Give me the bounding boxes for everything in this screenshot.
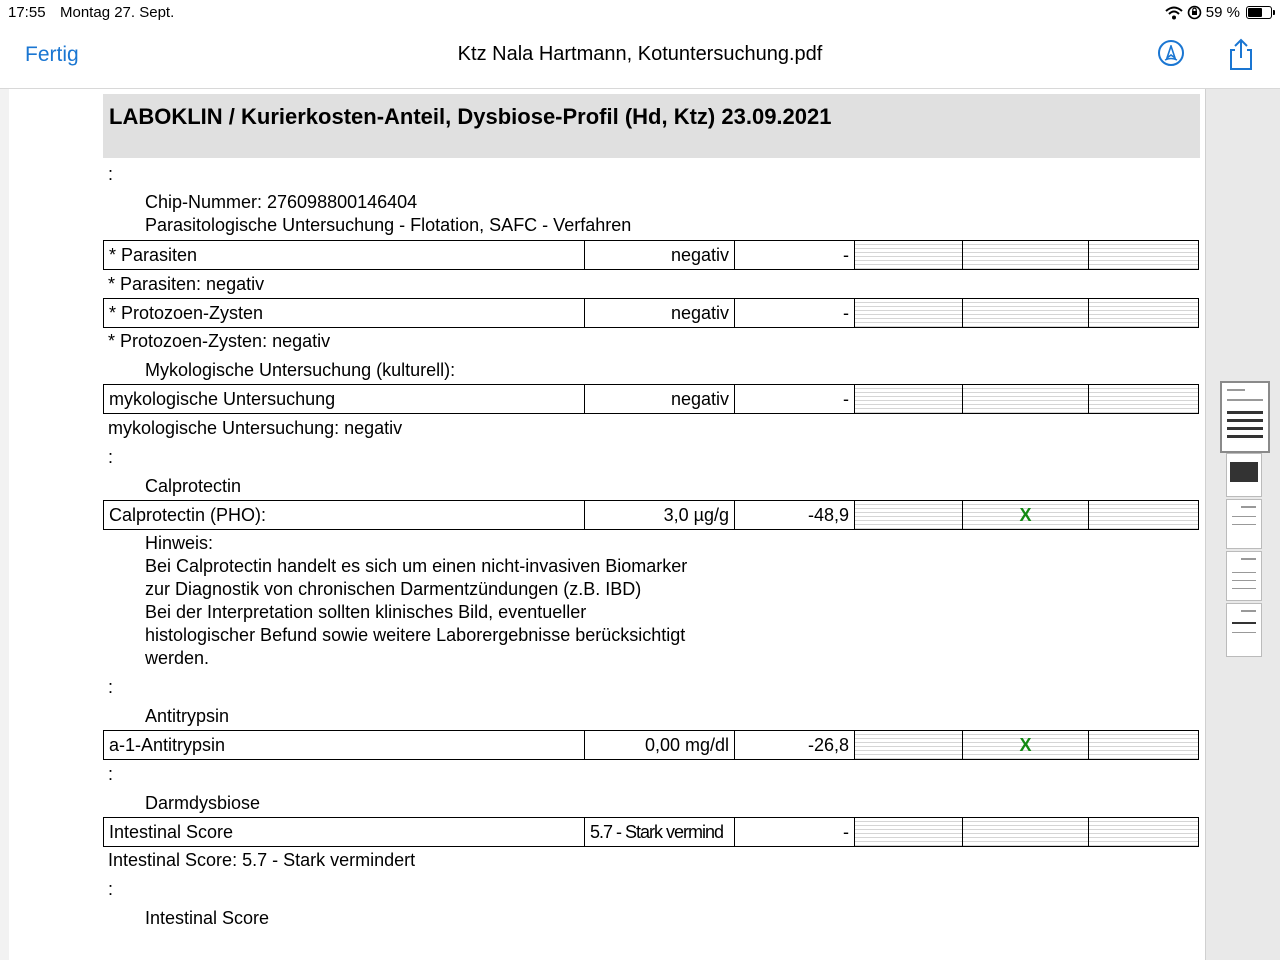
status-right bbox=[1165, 4, 1272, 21]
row-reference: -26,8 bbox=[734, 731, 854, 759]
colon-label: : bbox=[108, 677, 114, 697]
table-row bbox=[103, 817, 1199, 847]
battery-percent: 59 % bbox=[1205, 4, 1240, 21]
row-scale-high bbox=[1088, 501, 1198, 529]
table-row bbox=[103, 730, 1199, 760]
report-header bbox=[103, 94, 1200, 158]
intestinal-note: Intestinal Score: 5.7 - Stark vermindert bbox=[108, 850, 416, 870]
hinweis-line: werden. bbox=[145, 648, 210, 668]
colon-label: : bbox=[108, 764, 114, 784]
left-margin bbox=[0, 89, 9, 960]
myko-note: mykologische Untersuchung: negativ bbox=[108, 418, 403, 438]
row-reference: - bbox=[734, 299, 854, 327]
row-scale-normal bbox=[962, 818, 1088, 846]
wifi-icon bbox=[1165, 6, 1183, 20]
row-scale-low bbox=[854, 241, 962, 269]
row-reference: - bbox=[734, 385, 854, 413]
row-scale-low bbox=[854, 299, 962, 327]
row-value: negativ bbox=[584, 385, 734, 413]
row-reference: -48,9 bbox=[734, 501, 854, 529]
myko-section: Mykologische Untersuchung (kulturell): bbox=[145, 360, 456, 380]
table-row bbox=[103, 500, 1199, 530]
row-value: negativ bbox=[584, 241, 734, 269]
battery-icon bbox=[1246, 6, 1272, 19]
row-mark: X bbox=[1019, 505, 1032, 525]
row-scale-high bbox=[1088, 818, 1198, 846]
document-title: Ktz Nala Hartmann, Kotuntersuchung.pdf bbox=[457, 43, 823, 65]
darmdysbiose-section: Darmdysbiose bbox=[145, 793, 261, 813]
row-scale-high bbox=[1088, 299, 1198, 327]
row-name: * Parasiten bbox=[109, 245, 198, 265]
row-scale-high bbox=[1088, 385, 1198, 413]
hinweis-line: zur Diagnostik von chronischen Darmentzündungen (z.B. IBD) bbox=[145, 579, 642, 599]
markup-pen-icon[interactable] bbox=[1158, 40, 1184, 66]
pdf-page[interactable] bbox=[9, 89, 1205, 960]
antitrypsin-section: Antitrypsin bbox=[145, 706, 230, 726]
chip-number: Chip-Nummer: 276098800146404 bbox=[145, 192, 418, 212]
row-scale-low bbox=[854, 818, 962, 846]
page-thumbnail-5[interactable] bbox=[1226, 603, 1262, 657]
row-value: 3,0 µg/g bbox=[584, 501, 734, 529]
page-thumbnail-1[interactable] bbox=[1220, 381, 1270, 453]
page-thumbnails bbox=[1205, 89, 1280, 960]
share-icon[interactable] bbox=[1226, 38, 1256, 72]
page-thumbnail-3[interactable] bbox=[1226, 499, 1262, 549]
parasiten-note: * Parasiten: negativ bbox=[108, 274, 265, 294]
colon-label: : bbox=[108, 164, 114, 184]
hinweis-line: Hinweis: bbox=[145, 533, 214, 553]
page-thumbnail-4[interactable] bbox=[1226, 551, 1262, 601]
report-heading: LABOKLIN / Kurierkosten-Anteil, Dysbiose-Profil (Hd, Ktz) 23.09.2021 bbox=[109, 104, 832, 129]
table-row bbox=[103, 298, 1199, 328]
hinweis-line: Bei Calprotectin handelt es sich um einen nicht-invasiven Biomarker bbox=[145, 556, 688, 576]
row-reference: - bbox=[734, 818, 854, 846]
row-name: mykologische Untersuchung bbox=[109, 389, 336, 409]
rotation-lock-icon bbox=[1187, 5, 1202, 20]
status-bar bbox=[0, 0, 1280, 26]
protozoen-note: * Protozoen-Zysten: negativ bbox=[108, 331, 331, 351]
row-scale-low bbox=[854, 501, 962, 529]
row-value: 5.7 - Stark vermind bbox=[584, 818, 734, 846]
row-scale-low bbox=[854, 731, 962, 759]
row-scale-high bbox=[1088, 241, 1198, 269]
row-name: Calprotectin (PHO): bbox=[109, 505, 267, 525]
calprotectin-section: Calprotectin bbox=[145, 476, 242, 496]
row-scale-normal bbox=[962, 731, 1088, 759]
row-scale-normal bbox=[962, 299, 1088, 327]
status-date: Montag 27. Sept. bbox=[60, 4, 175, 21]
done-button[interactable]: Fertig bbox=[25, 43, 79, 66]
row-scale-high bbox=[1088, 731, 1198, 759]
parasite-section: Parasitologische Untersuchung - Flotation, SAFC - Verfahren bbox=[145, 215, 632, 235]
hinweis-line: Bei der Interpretation sollten klinisches Bild, eventueller bbox=[145, 602, 587, 622]
row-scale-normal bbox=[962, 501, 1088, 529]
row-scale-normal bbox=[962, 385, 1088, 413]
row-scale-low bbox=[854, 385, 962, 413]
row-value: 0,00 mg/dl bbox=[584, 731, 734, 759]
table-row bbox=[103, 240, 1199, 270]
hinweis-line: histologischer Befund sowie weitere Laborergebnisse berücksichtigt bbox=[145, 625, 686, 645]
row-scale-normal bbox=[962, 241, 1088, 269]
colon-label: : bbox=[108, 447, 114, 467]
row-name: * Protozoen-Zysten bbox=[109, 303, 264, 323]
nav-bar bbox=[0, 26, 1280, 89]
intestinal-section: Intestinal Score bbox=[145, 908, 270, 928]
table-row bbox=[103, 384, 1199, 414]
colon-label: : bbox=[108, 879, 114, 899]
row-mark: X bbox=[1019, 735, 1032, 755]
status-time: 17:55 bbox=[8, 4, 46, 21]
row-value: negativ bbox=[584, 299, 734, 327]
row-name: a-1-Antitrypsin bbox=[109, 735, 226, 755]
page-thumbnail-2[interactable] bbox=[1226, 453, 1262, 497]
row-name: Intestinal Score bbox=[109, 822, 234, 842]
row-reference: - bbox=[734, 241, 854, 269]
